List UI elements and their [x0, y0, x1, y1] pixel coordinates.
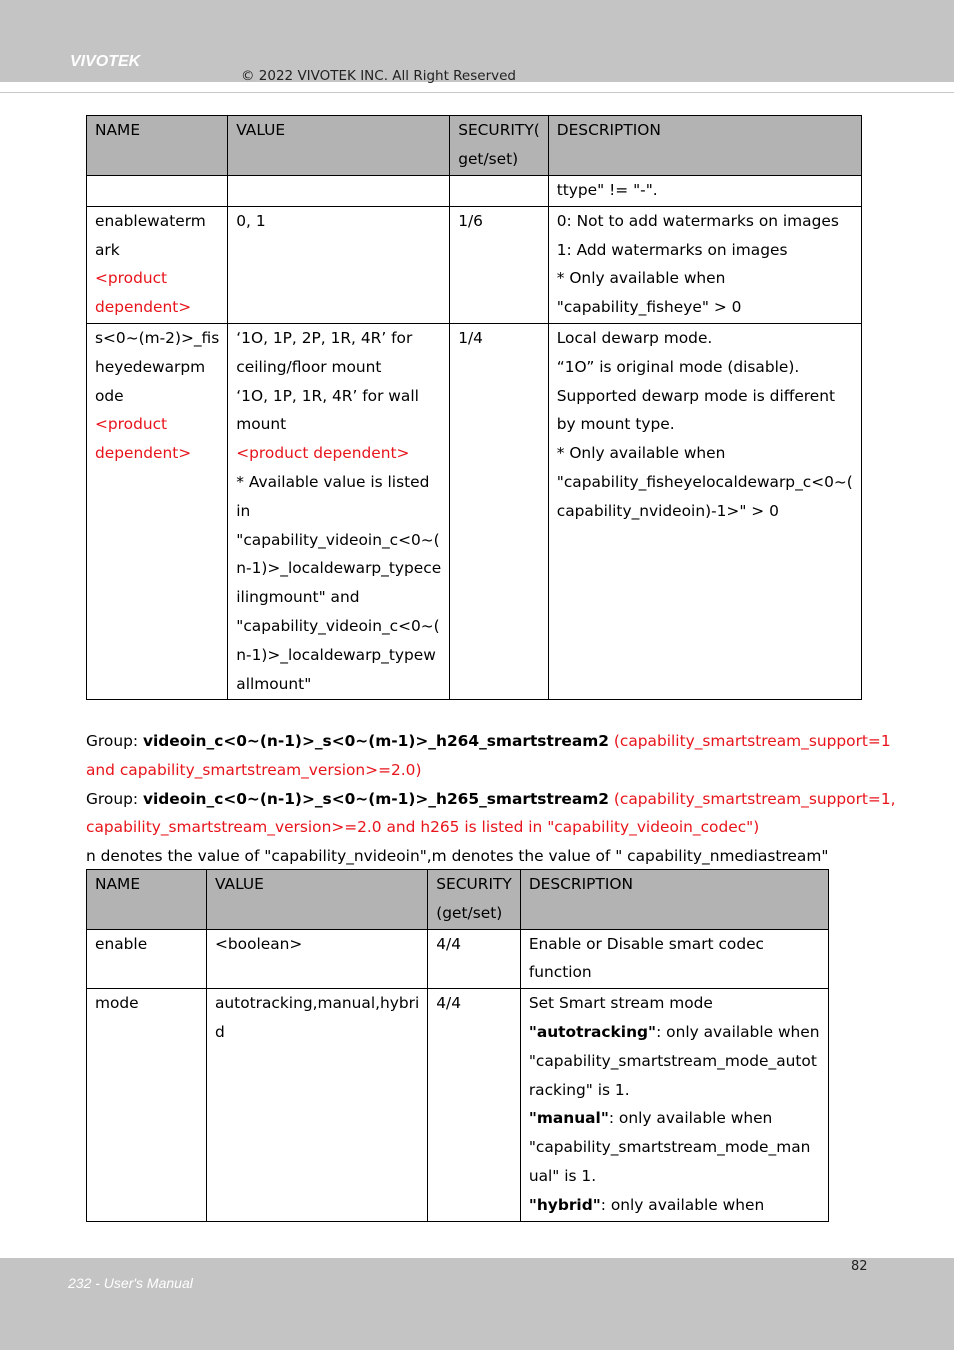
param-value-cell: <boolean> — [207, 929, 428, 989]
param-name-cell: enable — [87, 929, 207, 989]
group-line: Group: videoin_c<0~(n-1)>_s<0~(m-1)>_h265_smartstream2 (capability_smartstream_support=1, — [86, 789, 896, 808]
table-row — [87, 176, 862, 207]
copyright-text: © 2022 VIVOTEK INC. All Right Reserved — [241, 68, 516, 84]
header-name: NAME — [87, 870, 207, 930]
param-name-cell: s<0~(m-2)>_fis heyedewarpm ode <product dependent> — [87, 323, 228, 699]
group-description — [86, 727, 896, 871]
group-name: videoin_c<0~(n-1)>_s<0~(m-1)>_h264_smartstream2 — [142, 732, 609, 750]
param-security-cell: 4/4 — [428, 989, 521, 1221]
param-value-cell: 0, 1 — [228, 206, 450, 323]
table-row — [87, 206, 862, 323]
param-security-cell: 4/4 — [428, 929, 521, 989]
group-line: Group: videoin_c<0~(n-1)>_s<0~(m-1)>_h264_smartstream2 (capability_smartstream_support=1 — [86, 732, 891, 750]
header-description: DESCRIPTION — [548, 116, 861, 176]
footer-band — [0, 1258, 954, 1350]
param-description-cell: Set Smart stream mode "autotracking": only available when "capability_smartstream_mode_autot racking" is 1. "manual": only available when "capability_smartstream_mode_man ual" is 1. "hybrid": only available when — [520, 989, 828, 1221]
group-name: videoin_c<0~(n-1)>_s<0~(m-1)>_h265_smartstream2 — [142, 789, 609, 808]
table-cell — [450, 176, 549, 207]
page-number: 82 — [851, 1259, 868, 1274]
param-name-cell: mode — [87, 989, 207, 1221]
header-value: VALUE — [207, 870, 428, 930]
header-security: SECURITY (get/set) — [428, 870, 521, 930]
group-condition: and capability_smartstream_version>=2.0) — [86, 760, 422, 779]
parameter-table-1 — [86, 115, 862, 700]
param-name-cell: enablewaterm ark <product dependent> — [87, 206, 228, 323]
header-description: DESCRIPTION — [520, 870, 828, 930]
table-row — [87, 929, 829, 989]
param-description-cell: Enable or Disable smart codec function — [520, 929, 828, 989]
param-security-cell: 1/4 — [450, 323, 549, 699]
table-header-row — [87, 870, 829, 930]
param-value-cell: autotracking,manual,hybri d — [207, 989, 428, 1221]
table-row — [87, 989, 829, 1221]
table-row — [87, 323, 862, 699]
manual-page-label: 232 - User's Manual — [68, 1275, 193, 1291]
group-condition: capability_smartstream_version>=2.0 and h265 is listed in "capability_videoin_codec") — [86, 818, 760, 837]
table-cell: ttype" != "-". — [548, 176, 861, 207]
header-divider — [0, 92, 954, 93]
param-value-cell: ‘1O, 1P, 2P, 1R, 4R’ for ceiling/floor mount ‘1O, 1P, 1R, 4R’ for wall mount <product dependent> * Available value is listed in "capability_videoin_c<0~( n-1)>_localdewarp_typece ilingmount" and "capability_videoin_c<0~( n-1)>_localdewarp_typew allmount" — [228, 323, 450, 699]
table-header-row — [87, 116, 862, 176]
table-cell — [228, 176, 450, 207]
param-description-cell: Local dewarp mode. “1O” is original mode (disable). Supported dewarp mode is different by mount type. * Only available when "capability_fisheyelocaldewarp_c<0~( capability_nvideoin)-1>" > 0 — [548, 323, 861, 699]
table-cell — [87, 176, 228, 207]
param-security-cell: 1/6 — [450, 206, 549, 323]
parameter-table-2 — [86, 869, 829, 1222]
header-value: VALUE — [228, 116, 450, 176]
param-description-cell: 0: Not to add watermarks on images 1: Add watermarks on images * Only available when "capability_fisheye" > 0 — [548, 206, 861, 323]
group-note: n denotes the value of "capability_nvideoin",m denotes the value of " capability_nmediastream" — [86, 847, 829, 866]
brand-logo: VIVOTEK — [70, 53, 141, 70]
header-security: SECURITY( get/set) — [450, 116, 549, 176]
header-name: NAME — [87, 116, 228, 176]
